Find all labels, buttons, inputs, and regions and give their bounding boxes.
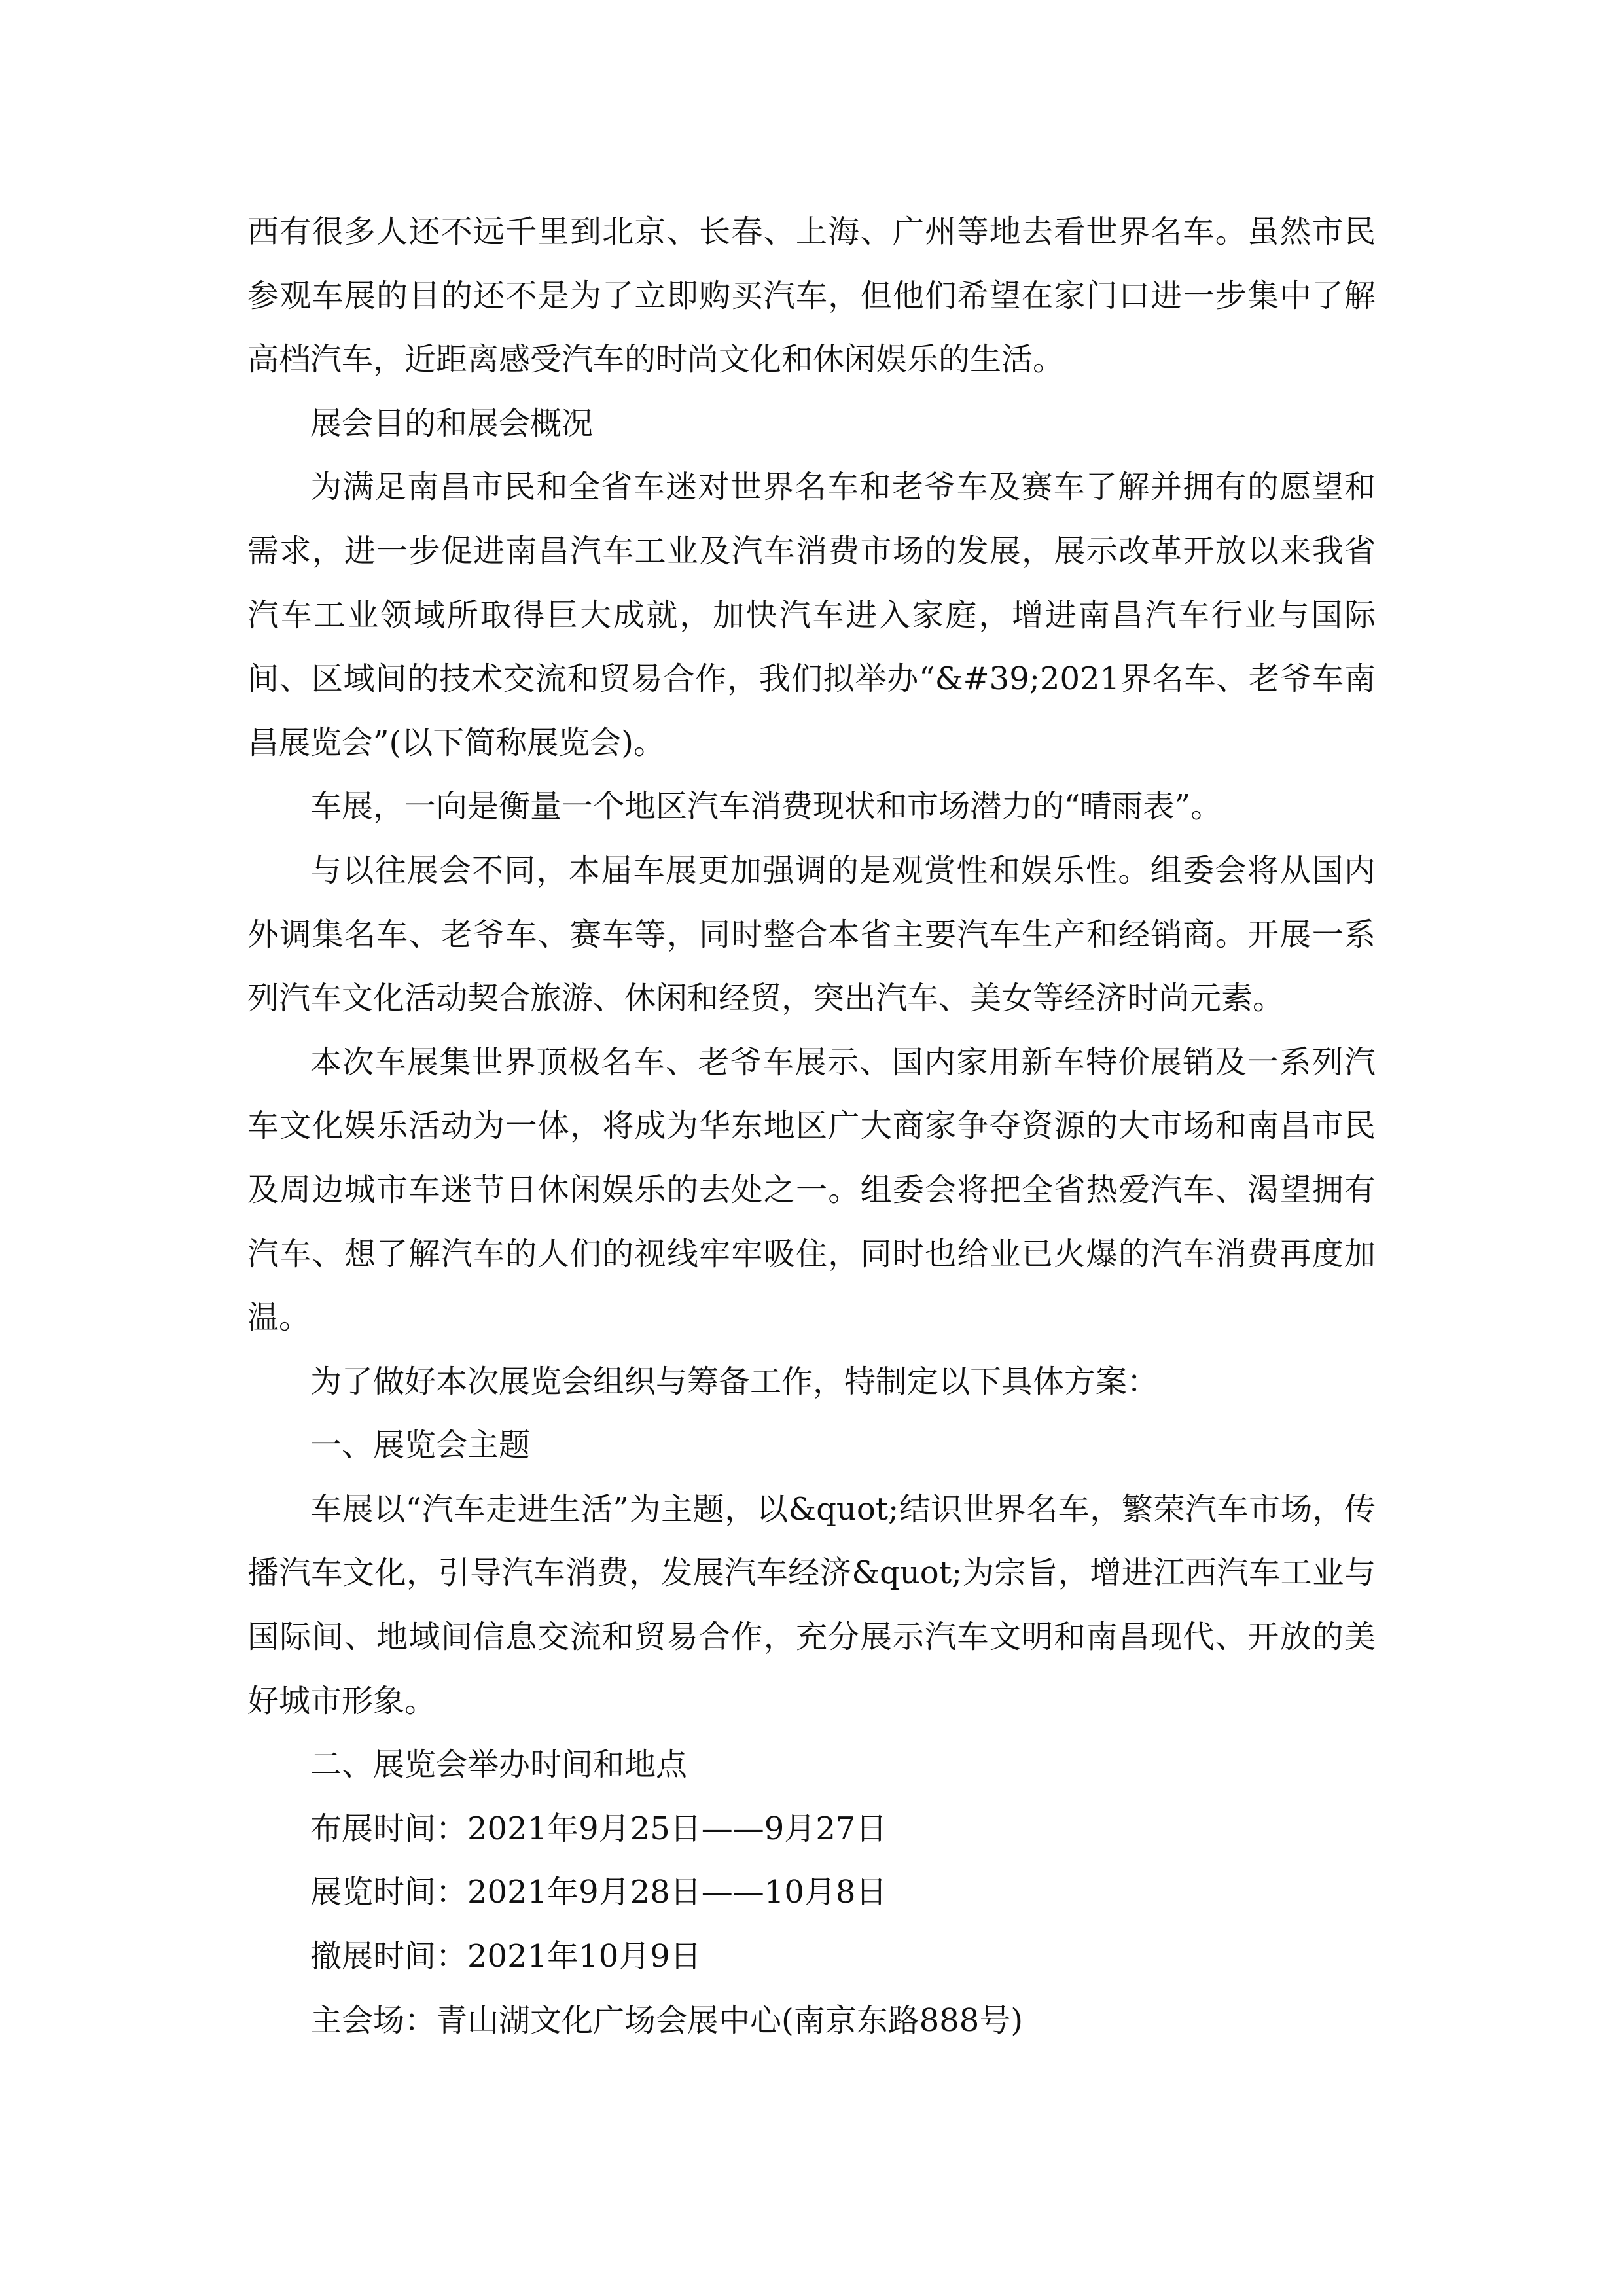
paragraph-plan-intro: 为了做好本次展览会组织与筹备工作，特制定以下具体方案：: [310, 1363, 1159, 1400]
paragraph-theme: 车展以“汽车走进生活”为主题，以&quot;结识世界名车，繁荣汽车市场，传播汽车文化，引导汽车消费，发展汽车经济&quot;为宗旨，增进江西汽车工业与国际间、地域间信息交流和贸易合作，充分展示汽车文明和南昌现代、开放的美好城市形象。: [247, 1490, 1376, 1719]
exhibition-time-line: 展览时间：2021年9月28日——10月8日: [310, 1874, 887, 1911]
heading-section-theme: 一、展览会主题: [310, 1427, 531, 1464]
paragraph-exhibition-purpose: 为满足南昌市民和全省车迷对世界名车和老爷车及赛车了解并拥有的愿望和需求，进一步促进南昌汽车工业及汽车消费市场的发展，展示改革开放以来我省汽车工业领域所取得巨大成就，加快汽车进入家庭，增进南昌汽车行业与国际间、区域间的技术交流和贸易合作，我们拟举办“&#39;2021界名车、老爷车南昌展览会”(以下简称展览会)。: [247, 469, 1376, 761]
paragraph-intro-continued: 西有很多人还不远千里到北京、长春、上海、广州等地去看世界名车。虽然市民参观车展的目的还不是为了立即购买汽车，但他们希望在家门口进一步集中了解高档汽车，近距离感受汽车的时尚文化和休闲娱乐的生活。: [247, 213, 1376, 378]
paragraph-entertainment-focus: 与以往展会不同，本届车展更加强调的是观赏性和娱乐性。组委会将从国内外调集名车、老爷车、赛车等，同时整合本省主要汽车生产和经销商。开展一系列汽车文化活动契合旅游、休闲和经贸，突出汽车、美女等经济时尚元素。: [247, 852, 1376, 1017]
teardown-time-line: 撤展时间：2021年10月9日: [310, 1938, 702, 1975]
setup-time-line: 布展时间：2021年9月25日——9月27日: [310, 1810, 887, 1847]
main-venue-line: 主会场：青山湖文化广场会展中心(南京东路888号): [310, 2001, 1024, 2039]
paragraph-auto-show-barometer: 车展，一向是衡量一个地区汽车消费现状和市场潜力的“晴雨表”。: [310, 788, 1222, 825]
heading-exhibition-purpose: 展会目的和展会概况: [310, 404, 594, 442]
paragraph-show-overview: 本次车展集世界顶极名车、老爷车展示、国内家用新车特价展销及一系列汽车文化娱乐活动为一体，将成为华东地区广大商家争夺资源的大市场和南昌市民及周边城市车迷节日休闲娱乐的去处之一。组委会将把全省热爱汽车、渴望拥有汽车、想了解汽车的人们的视线牢牢吸住，同时也给业已火爆的汽车消费再度加温。: [247, 1043, 1376, 1336]
document-body: [247, 200, 1376, 2053]
heading-section-time-location: 二、展览会举办时间和地点: [310, 1746, 688, 1784]
